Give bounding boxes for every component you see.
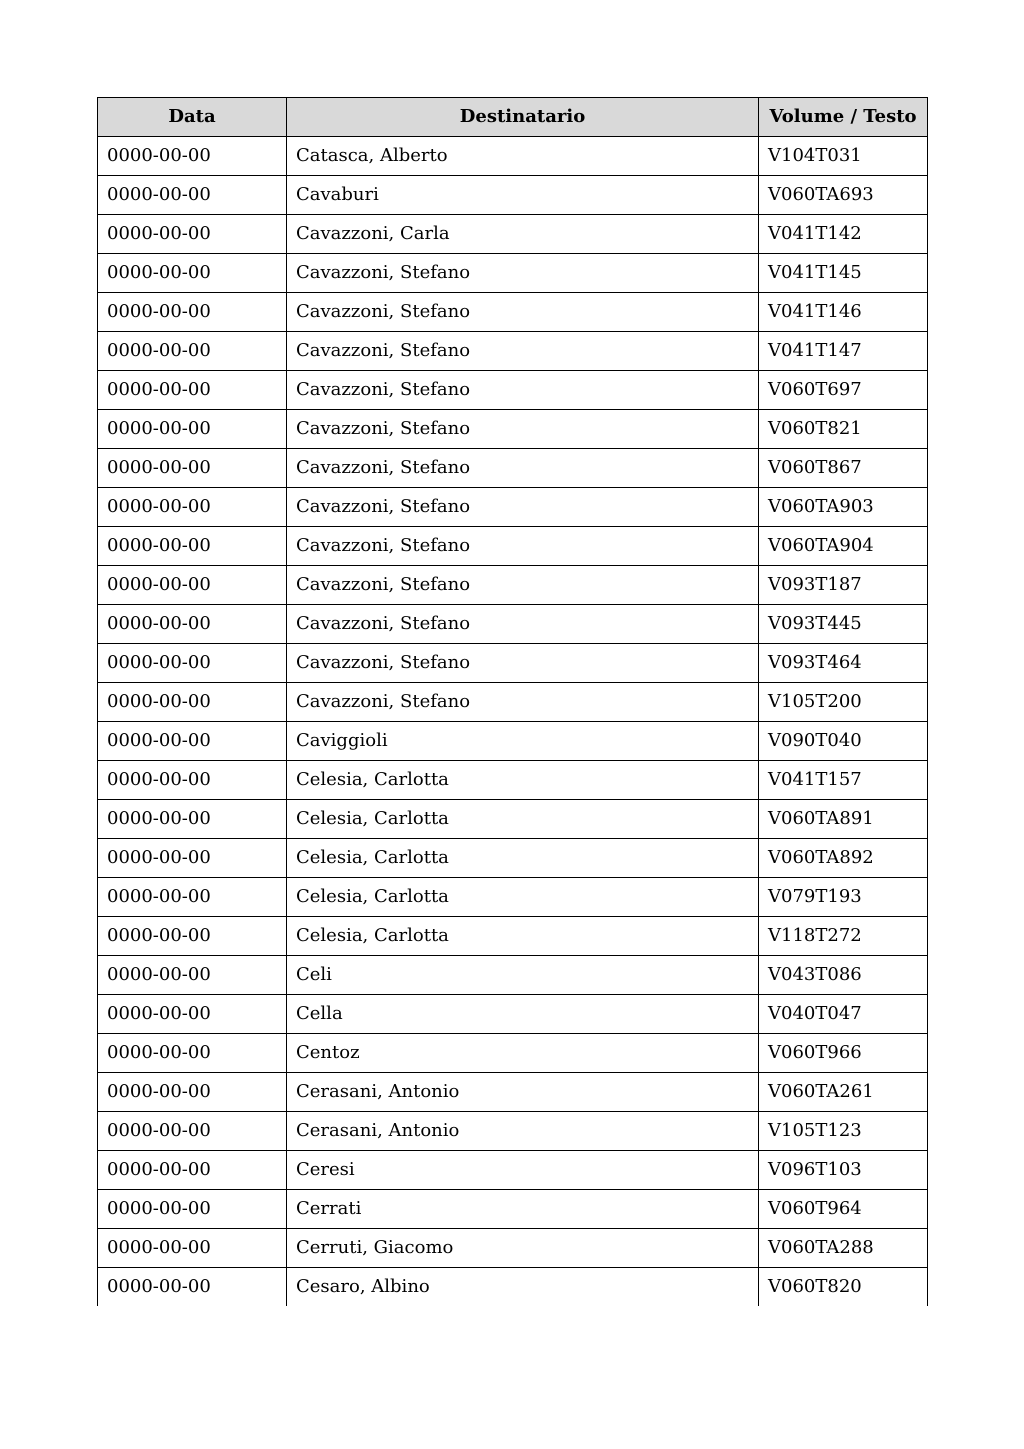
cell-date: 0000-00-00 — [98, 371, 287, 410]
cell-date: 0000-00-00 — [98, 176, 287, 215]
table-row — [98, 449, 928, 488]
cell-recipient: Centoz — [287, 1034, 759, 1073]
table-row — [98, 527, 928, 566]
cell-date: 0000-00-00 — [98, 137, 287, 176]
cell-recipient: Cavazzoni, Stefano — [287, 566, 759, 605]
table-row — [98, 1229, 928, 1268]
cell-date: 0000-00-00 — [98, 1190, 287, 1229]
cell-volume: V060T820 — [759, 1268, 928, 1307]
cell-date: 0000-00-00 — [98, 332, 287, 371]
cell-volume: V060T867 — [759, 449, 928, 488]
table-row — [98, 722, 928, 761]
cell-volume: V118T272 — [759, 917, 928, 956]
cell-volume: V041T147 — [759, 332, 928, 371]
table-header — [98, 98, 928, 137]
letters-table — [97, 97, 928, 1306]
cell-recipient: Cerasani, Antonio — [287, 1073, 759, 1112]
cell-date: 0000-00-00 — [98, 566, 287, 605]
cell-recipient: Cavazzoni, Stefano — [287, 293, 759, 332]
cell-recipient: Cavazzoni, Stefano — [287, 527, 759, 566]
cell-recipient: Cavazzoni, Carla — [287, 215, 759, 254]
table-row — [98, 956, 928, 995]
cell-recipient: Cavazzoni, Stefano — [287, 488, 759, 527]
table-body — [98, 137, 928, 1307]
cell-volume: V104T031 — [759, 137, 928, 176]
cell-date: 0000-00-00 — [98, 683, 287, 722]
cell-date: 0000-00-00 — [98, 215, 287, 254]
header-volume: Volume / Testo — [759, 98, 928, 137]
cell-date: 0000-00-00 — [98, 410, 287, 449]
cell-volume: V093T445 — [759, 605, 928, 644]
cell-recipient: Cavazzoni, Stefano — [287, 254, 759, 293]
cell-recipient: Cerrati — [287, 1190, 759, 1229]
table-row — [98, 1268, 928, 1307]
cell-volume: V060T964 — [759, 1190, 928, 1229]
cell-date: 0000-00-00 — [98, 449, 287, 488]
cell-recipient: Cesaro, Albino — [287, 1268, 759, 1307]
cell-recipient: Cavazzoni, Stefano — [287, 449, 759, 488]
cell-recipient: Celi — [287, 956, 759, 995]
cell-volume: V060T697 — [759, 371, 928, 410]
cell-recipient: Celesia, Carlotta — [287, 878, 759, 917]
cell-date: 0000-00-00 — [98, 488, 287, 527]
cell-date: 0000-00-00 — [98, 722, 287, 761]
table-row — [98, 371, 928, 410]
cell-recipient: Cerruti, Giacomo — [287, 1229, 759, 1268]
table-row — [98, 644, 928, 683]
table-row — [98, 410, 928, 449]
cell-date: 0000-00-00 — [98, 917, 287, 956]
table-row — [98, 839, 928, 878]
table-row — [98, 215, 928, 254]
header-row — [98, 98, 928, 137]
cell-recipient: Cavazzoni, Stefano — [287, 644, 759, 683]
cell-volume: V105T123 — [759, 1112, 928, 1151]
cell-volume: V060TA288 — [759, 1229, 928, 1268]
cell-volume: V060T966 — [759, 1034, 928, 1073]
cell-recipient: Celesia, Carlotta — [287, 839, 759, 878]
cell-volume: V105T200 — [759, 683, 928, 722]
cell-recipient: Cavazzoni, Stefano — [287, 332, 759, 371]
cell-volume: V041T142 — [759, 215, 928, 254]
cell-volume: V096T103 — [759, 1151, 928, 1190]
table-row — [98, 1073, 928, 1112]
table-row — [98, 293, 928, 332]
table-row — [98, 137, 928, 176]
table-row — [98, 566, 928, 605]
table-row — [98, 605, 928, 644]
table-row — [98, 1034, 928, 1073]
cell-date: 0000-00-00 — [98, 1034, 287, 1073]
table-row — [98, 878, 928, 917]
cell-volume: V060TA693 — [759, 176, 928, 215]
cell-date: 0000-00-00 — [98, 1112, 287, 1151]
table-row — [98, 1112, 928, 1151]
cell-recipient: Cavaburi — [287, 176, 759, 215]
table-row — [98, 1151, 928, 1190]
table-row — [98, 761, 928, 800]
cell-volume: V093T187 — [759, 566, 928, 605]
cell-volume: V090T040 — [759, 722, 928, 761]
cell-date: 0000-00-00 — [98, 1073, 287, 1112]
cell-date: 0000-00-00 — [98, 995, 287, 1034]
cell-volume: V060T821 — [759, 410, 928, 449]
table-row — [98, 254, 928, 293]
table-row — [98, 1190, 928, 1229]
cell-date: 0000-00-00 — [98, 644, 287, 683]
cell-date: 0000-00-00 — [98, 527, 287, 566]
cell-date: 0000-00-00 — [98, 761, 287, 800]
cell-date: 0000-00-00 — [98, 1268, 287, 1307]
table-row — [98, 488, 928, 527]
cell-recipient: Cavazzoni, Stefano — [287, 371, 759, 410]
cell-recipient: Cavazzoni, Stefano — [287, 683, 759, 722]
cell-volume: V041T145 — [759, 254, 928, 293]
cell-recipient: Ceresi — [287, 1151, 759, 1190]
cell-recipient: Cavazzoni, Stefano — [287, 605, 759, 644]
table-row — [98, 176, 928, 215]
table-row — [98, 683, 928, 722]
table-row — [98, 917, 928, 956]
table-row — [98, 332, 928, 371]
cell-date: 0000-00-00 — [98, 1151, 287, 1190]
cell-volume: V093T464 — [759, 644, 928, 683]
cell-recipient: Celesia, Carlotta — [287, 917, 759, 956]
cell-recipient: Cavazzoni, Stefano — [287, 410, 759, 449]
cell-volume: V060TA903 — [759, 488, 928, 527]
cell-volume: V043T086 — [759, 956, 928, 995]
cell-volume: V041T157 — [759, 761, 928, 800]
table-row — [98, 995, 928, 1034]
header-recipient: Destinatario — [287, 98, 759, 137]
cell-date: 0000-00-00 — [98, 254, 287, 293]
cell-date: 0000-00-00 — [98, 1229, 287, 1268]
cell-recipient: Celesia, Carlotta — [287, 800, 759, 839]
cell-date: 0000-00-00 — [98, 839, 287, 878]
cell-volume: V060TA892 — [759, 839, 928, 878]
cell-date: 0000-00-00 — [98, 878, 287, 917]
cell-volume: V040T047 — [759, 995, 928, 1034]
cell-recipient: Catasca, Alberto — [287, 137, 759, 176]
cell-date: 0000-00-00 — [98, 605, 287, 644]
cell-recipient: Celesia, Carlotta — [287, 761, 759, 800]
cell-date: 0000-00-00 — [98, 800, 287, 839]
cell-date: 0000-00-00 — [98, 293, 287, 332]
cell-recipient: Cerasani, Antonio — [287, 1112, 759, 1151]
cell-date: 0000-00-00 — [98, 956, 287, 995]
header-date: Data — [98, 98, 287, 137]
cell-volume: V060TA904 — [759, 527, 928, 566]
cell-recipient: Cella — [287, 995, 759, 1034]
cell-volume: V041T146 — [759, 293, 928, 332]
cell-volume: V060TA261 — [759, 1073, 928, 1112]
cell-volume: V060TA891 — [759, 800, 928, 839]
cell-recipient: Caviggioli — [287, 722, 759, 761]
cell-volume: V079T193 — [759, 878, 928, 917]
table-row — [98, 800, 928, 839]
